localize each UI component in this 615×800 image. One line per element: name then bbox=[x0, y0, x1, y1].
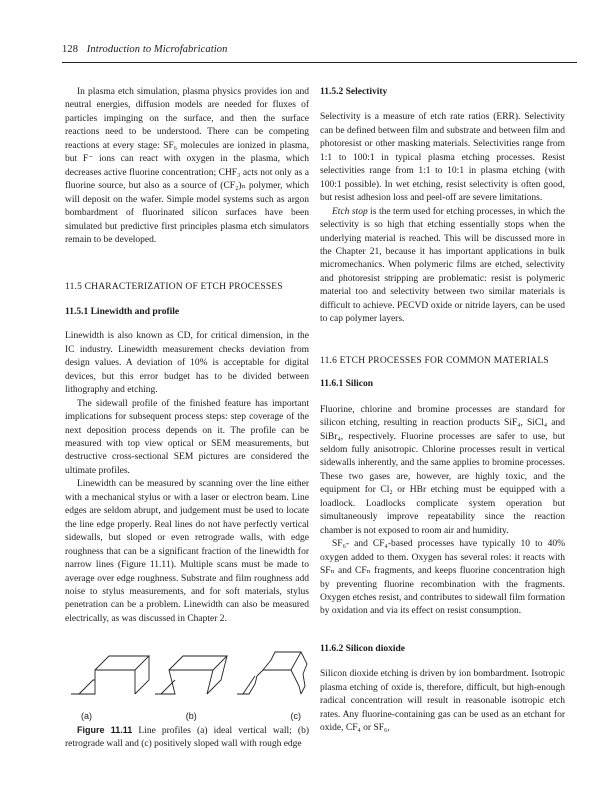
figure-caption-text: Line profiles (a) ideal vertical wall; (b) retrograde wall and (c) positively sloped wall with rough edge bbox=[65, 725, 309, 750]
book-title: Introduction to Microfabrication bbox=[86, 44, 228, 55]
panel-label-a: (a) bbox=[81, 711, 92, 722]
paragraph-sidewall: The sidewall profile of the finished feature has important implications for subsequent process steps: step coverage of the next deposition process depends on it. The profile can be measured with top view optical or SEM measurements, but destructive cross-sectional SEM pictures are considered the ultimate profiles. bbox=[65, 398, 309, 476]
figure-11-11 bbox=[65, 648, 309, 751]
paragraph-linewidth: Linewidth is also known as CD, for critical dimension, in the IC industry. Linewidth measurement checks deviation from design values. A deviation of 10% is acceptable for digital devices, but this error budget has to be divided between lithography and etching. bbox=[65, 331, 309, 396]
figure-panel-labels bbox=[81, 710, 301, 723]
subsection-heading-11-5-1: 11.5.1 Linewidth and profile bbox=[65, 306, 180, 317]
intro-paragraph: In plasma etch simulation, plasma physics provides ion and neutral energies, diffusion models are needed for fluxes of particles impinging on the surface, and then the surface reactions need to be understood. There can be competing reactions at every stage: SF₆ molecules are ionized in plasma, but F⁻ ions can react with oxygen in the plasma, which decreases active fluorine concentration; CHF₃ acts not only as a fluorine source, but also as a source of (CF₂)ₙ polymer, which will deposit on the wafer. Simple model systems such as argon bombardment of fluorinated silicon surfaces have been simulated but predictive first principles plasma etch simulators remain to be developed. bbox=[65, 87, 309, 245]
paragraph-measurement: Linewidth can be measured by scanning over the line either with a mechanical stylus or with a laser or electron beam. Line edges are seldom abrupt, and judgement must be used to locate the line edge properly. Real lines do not have perfectly vertical sidewalls, but sloped or even retrograde walls, with edge roughness that can be a significant fraction of the linewidth for narrow lines (Figure 11.11). Multiple scans must be made to average over edge roughness. Substrate and film roughness add noise to stylus measurements, and for soft materials, stylus penetration can be a problem. Linewidth can also be measured electrically, as was discussed in Chapter 2. bbox=[65, 479, 309, 624]
subsection-heading-11-6-2: 11.6.2 Silicon dioxide bbox=[320, 643, 405, 654]
panel-label-c: (c) bbox=[290, 711, 301, 722]
profile-b-retrograde-wall bbox=[155, 656, 227, 694]
subsection-heading-11-5-2: 11.5.2 Selectivity bbox=[320, 87, 388, 97]
term-etch-stop: Etch stop bbox=[332, 206, 368, 217]
paragraph-silicon-gases: Fluorine, chlorine and bromine processes are standard for silicon etching, resulting in reaction products SiF₄, SiCl₄ and SiBr₄, respectively. Fluorine processes are safer to use, but seldom fully anisotropic. Chlorine processes result in vertical sidewalls inherently, and the same applies to bromine processes. These two gases are, however, are highly toxic, and the equipment for Cl₂ or HBr etching must be equipped with a loadlock. Loadlocks complicate system operation but simultaneously improve repeatability since the reaction chamber is not exposed to room air and humidity. bbox=[320, 404, 565, 536]
line-profiles-figure bbox=[65, 648, 309, 708]
paragraph-silicon-oxygen: SF₆- and CF₄-based processes have typically 10 to 40% oxygen added to them. Oxygen has several roles: it reacts with SFₙ and CFₙ fragments, and keeps fluorine concentration high by preventing fluorine recombination with the fragments. Oxygen etches resist, and contributes to sidewall film formation by oxidation and via its effect on resist consumption. bbox=[320, 539, 565, 617]
section-heading-11-6: 11.6 ETCH PROCESSES FOR COMMON MATERIALS bbox=[320, 355, 549, 366]
page-number: 128 bbox=[62, 44, 79, 55]
paragraph-silicon-dioxide: Silicon dioxide etching is driven by ion bombardment. Isotropic plasma etching of oxide is, therefore, difficult, but high-enough radical concentration will result in reasonable isotropic etch rates. Any fluorine-containing gas can be used as an etchant for oxide, CF₄ or SF₆, bbox=[320, 669, 565, 734]
subsection-heading-11-6-1: 11.6.1 Silicon bbox=[320, 379, 374, 390]
left-column bbox=[65, 86, 309, 752]
figure-caption-label: Figure 11.11 bbox=[77, 724, 133, 735]
running-head bbox=[62, 44, 227, 55]
panel-label-b: (b) bbox=[185, 711, 197, 722]
section-heading-11-5: 11.5 CHARACTERIZATION OF ETCH PROCESSES bbox=[65, 282, 283, 293]
paragraph-selectivity: Selectivity is a measure of etch rate ratios (ERR). Selectivity can be defined between film and substrate and between film and photoresist or other masking materials. Selectivities range from 1:1 to 100:1 in typical plasma etching processes. Resist selectivities range from 1:1 to 10:1 in plasma etching (with 100:1 possible). In wet etching, resist selectivity is often good, but resist adhesion loss and peel-off are severe limitations. bbox=[320, 112, 565, 204]
profile-a-vertical-wall bbox=[71, 656, 149, 694]
right-column bbox=[320, 86, 565, 736]
etch-stop-text: is the term used for etching processes, in which the selectivity is so high that etching essentially stops when the underlying material is reached. This will be discussed more in the Chapter 21, because it has important applications in bulk micromechanics. When polymeric films are etched, selectivity and photoresist stripping are problematic: resist is polymeric material too and selectivity between two similar materials is difficult to achieve. PECVD oxide or nitride layers, can be used to cap polymer layers. bbox=[320, 206, 566, 325]
paragraph-etch-stop bbox=[320, 206, 565, 327]
header-rule bbox=[62, 62, 577, 63]
profile-c-sloped-rough-wall bbox=[237, 652, 307, 694]
figure-caption bbox=[65, 724, 309, 752]
